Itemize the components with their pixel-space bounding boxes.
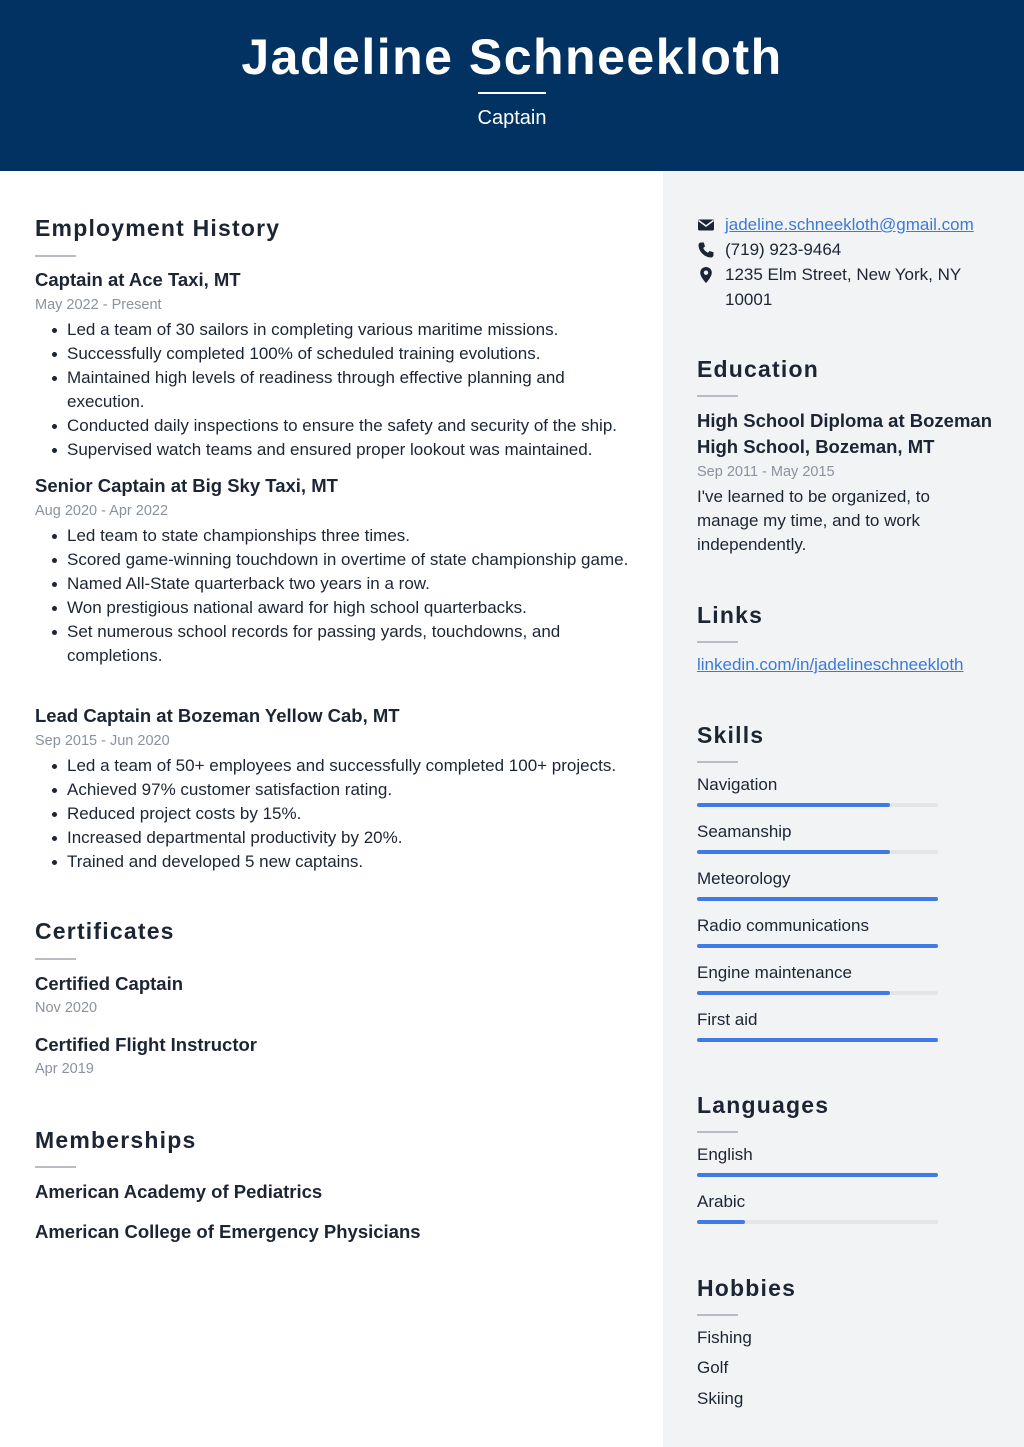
bullet-item: Led a team of 30 sailors in completing various maritime missions. [35, 318, 635, 342]
membership-name: American Academy of Pediatrics [35, 1181, 323, 1202]
language-level-fill [697, 1220, 745, 1224]
skill-name: Seamanship [697, 822, 792, 841]
employment-heading: Employment History [35, 215, 281, 241]
skill-level-bar [697, 897, 938, 901]
skill-level-bar [697, 944, 938, 948]
section-divider [697, 761, 738, 763]
phone-icon [697, 241, 715, 259]
certificate-date: Nov 2020 [35, 1000, 98, 1016]
map-pin-icon [697, 266, 715, 284]
language-level-bar [697, 1220, 938, 1224]
hobby-item: Golf [697, 1358, 729, 1377]
skill-level-fill [697, 991, 890, 995]
language-level-fill [697, 1173, 938, 1177]
section-divider [35, 1166, 76, 1168]
skill-name: Navigation [697, 775, 778, 794]
certificate-name: Certified Flight Instructor [35, 1034, 257, 1055]
education-title: High School Diploma at Bozeman High School, Bozeman, MT [697, 410, 992, 457]
candidate-title: Captain [477, 107, 547, 129]
job-bullets [35, 754, 635, 874]
skill-level-fill [697, 944, 938, 948]
hobbies-heading: Hobbies [697, 1275, 797, 1301]
job-dates: May 2022 - Present [35, 297, 162, 313]
language-name: Arabic [697, 1192, 746, 1211]
section-divider [697, 641, 738, 643]
skill-name: Radio communications [697, 916, 869, 935]
candidate-name: Jadeline Schneekloth [241, 29, 783, 85]
education-dates: Sep 2011 - May 2015 [697, 464, 835, 480]
header-divider [478, 92, 546, 94]
skill-level-fill [697, 803, 890, 807]
skill-level-bar [697, 850, 938, 854]
skills-heading: Skills [697, 722, 765, 748]
skill-name: Engine maintenance [697, 963, 853, 982]
job-title: Captain at Ace Taxi, MT [35, 269, 241, 290]
job-dates: Aug 2020 - Apr 2022 [35, 503, 169, 519]
bullet-item: Achieved 97% customer satisfaction rating. [35, 778, 635, 802]
language-name: English [697, 1145, 753, 1164]
bullet-item: Reduced project costs by 15%. [35, 802, 635, 826]
job-bullets [35, 524, 635, 668]
skill-level-bar [697, 803, 938, 807]
bullet-item: Named All-State quarterback two years in a row. [35, 572, 635, 596]
bullet-item: Set numerous school records for passing yards, touchdowns, and completions. [35, 620, 635, 668]
section-divider [697, 1314, 738, 1316]
section-divider [35, 958, 76, 960]
job-title: Senior Captain at Big Sky Taxi, MT [35, 475, 338, 496]
languages-heading: Languages [697, 1092, 830, 1118]
skill-name: Meteorology [697, 869, 791, 888]
education-description: I've learned to be organized, to manage my time, and to work independently. [697, 487, 930, 554]
resume-header [0, 0, 1024, 171]
bullet-item: Increased departmental productivity by 20%. [35, 826, 635, 850]
job-title: Lead Captain at Bozeman Yellow Cab, MT [35, 705, 400, 726]
bullet-item: Won prestigious national award for high school quarterbacks. [35, 596, 635, 620]
bullet-item: Supervised watch teams and ensured proper lookout was maintained. [35, 438, 635, 462]
skill-level-fill [697, 1038, 938, 1042]
section-divider [697, 395, 738, 397]
bullet-item: Successfully completed 100% of scheduled training evolutions. [35, 342, 635, 366]
links-heading: Links [697, 602, 764, 628]
certificates-heading: Certificates [35, 918, 175, 944]
section-divider [35, 255, 76, 257]
certificate-name: Certified Captain [35, 973, 184, 994]
envelope-icon [697, 216, 715, 234]
skill-level-bar [697, 1038, 938, 1042]
linkedin-link[interactable]: linkedin.com/in/jadelineschneekloth [697, 655, 964, 674]
skill-name: First aid [697, 1010, 758, 1029]
membership-name: American College of Emergency Physicians [35, 1221, 421, 1242]
email-link[interactable]: jadeline.schneekloth@gmail.com [725, 215, 974, 234]
education-heading: Education [697, 356, 819, 382]
section-divider [697, 1131, 738, 1133]
skill-level-bar [697, 991, 938, 995]
phone-number: (719) 923-9464 [725, 240, 842, 259]
bullet-item: Led a team of 50+ employees and successfully completed 100+ projects. [35, 754, 635, 778]
address-text: 1235 Elm Street, New York, NY 10001 [725, 265, 961, 309]
certificate-date: Apr 2019 [35, 1061, 94, 1077]
hobby-item: Fishing [697, 1328, 752, 1347]
skill-level-fill [697, 897, 938, 901]
bullet-item: Trained and developed 5 new captains. [35, 850, 635, 874]
memberships-heading: Memberships [35, 1127, 197, 1153]
job-dates: Sep 2015 - Jun 2020 [35, 733, 170, 749]
skill-level-fill [697, 850, 890, 854]
language-level-bar [697, 1173, 938, 1177]
job-bullets [35, 318, 635, 462]
bullet-item: Conducted daily inspections to ensure the safety and security of the ship. [35, 414, 635, 438]
hobby-item: Skiing [697, 1389, 744, 1408]
bullet-item: Scored game-winning touchdown in overtime of state championship game. [35, 548, 635, 572]
bullet-item: Maintained high levels of readiness through effective planning and execution. [35, 366, 635, 414]
bullet-item: Led team to state championships three times. [35, 524, 635, 548]
